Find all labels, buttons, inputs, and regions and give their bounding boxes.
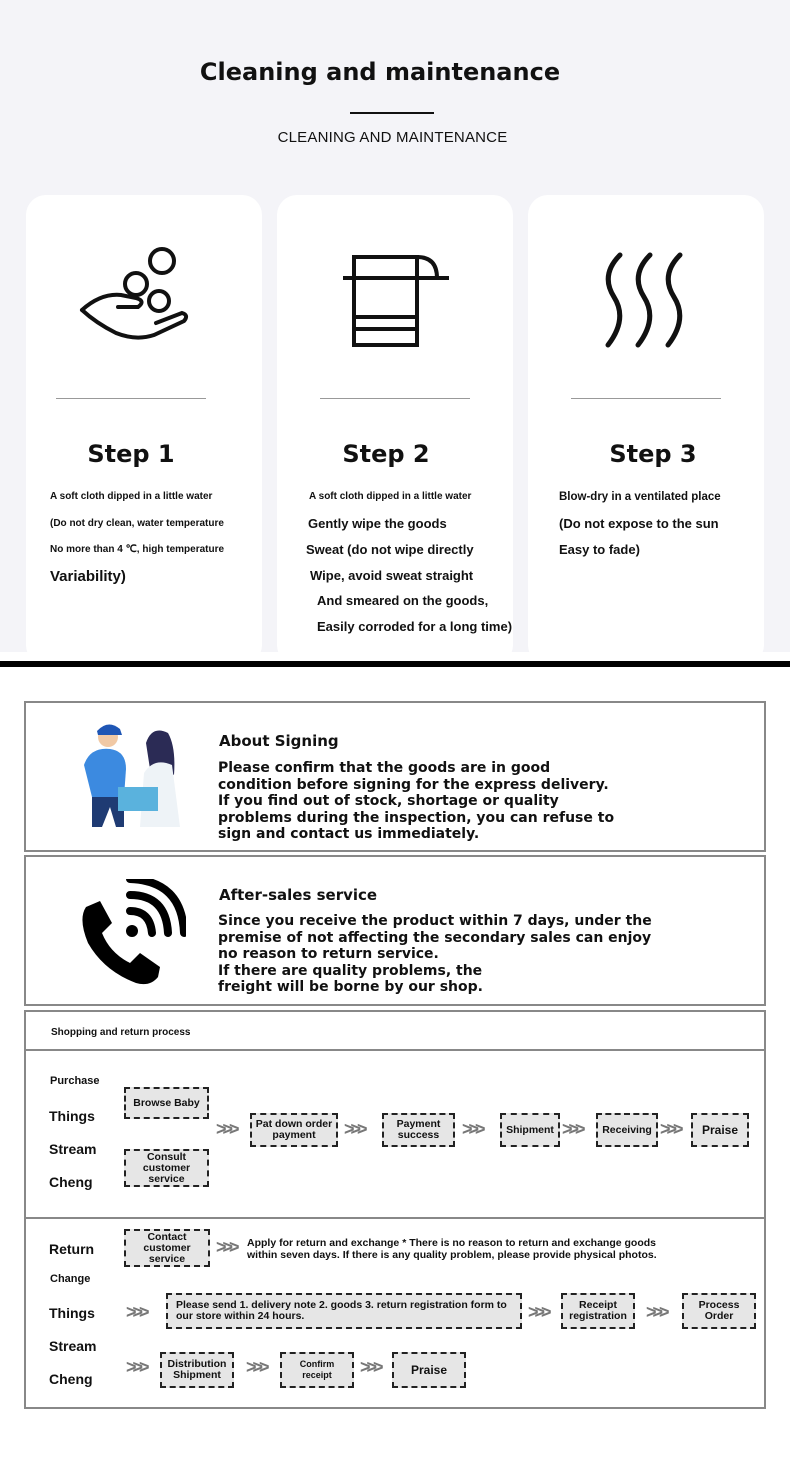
process-divider <box>26 1217 764 1219</box>
aftersales-line: no reason to return service. <box>218 946 439 962</box>
step-text: Variability) <box>50 568 126 585</box>
apply-note-line: Apply for return and exchange * There is no reason to return and exchange goods <box>247 1237 656 1249</box>
step-label: Step 2 <box>342 440 430 468</box>
step-text: A soft cloth dipped in a little water <box>50 491 213 502</box>
section-divider <box>0 661 790 667</box>
step-text: (Do not dry clean, water temperature <box>50 518 224 529</box>
purchase-word: Stream <box>49 1141 97 1157</box>
arrow-icon: >>> <box>126 1302 146 1322</box>
return-word: Change <box>50 1273 91 1285</box>
phone-call-icon <box>74 879 186 987</box>
flow-chip: Payment success <box>382 1113 455 1147</box>
return-word: Stream <box>49 1338 97 1354</box>
arrow-icon: >>> <box>462 1119 482 1139</box>
courier-delivery-icon <box>70 717 190 829</box>
process-order-chip: Process Order <box>682 1293 756 1329</box>
process-title: Shopping and return process <box>51 1027 191 1038</box>
card-divider <box>56 398 206 399</box>
signing-line: Please confirm that the goods are in good <box>218 760 551 776</box>
card-divider <box>320 398 470 399</box>
flow-chip: Pat down order payment <box>250 1113 338 1147</box>
process-divider <box>26 1049 764 1051</box>
signing-title: About Signing <box>219 732 339 750</box>
signing-box <box>24 701 766 852</box>
heat-waves-icon <box>528 235 764 365</box>
aftersales-line: freight will be borne by our shop. <box>218 979 483 995</box>
return-word: Cheng <box>49 1371 93 1387</box>
aftersales-line: Since you receive the product within 7 days, under the <box>218 913 652 929</box>
arrow-icon: >>> <box>562 1119 582 1139</box>
cleaning-section <box>0 0 790 652</box>
arrow-icon: >>> <box>360 1357 380 1377</box>
card-divider <box>571 398 721 399</box>
signing-line: problems during the inspection, you can refuse to <box>218 809 615 826</box>
step-card-1 <box>26 195 262 665</box>
arrow-icon: >>> <box>528 1302 548 1322</box>
flow-chip: Shipment <box>500 1113 560 1147</box>
step-text: Easily corroded for a long time) <box>317 619 513 634</box>
arrow-icon: >>> <box>216 1119 236 1139</box>
signing-line: sign and contact us immediately. <box>218 826 480 842</box>
process-box <box>24 1010 766 1409</box>
apply-note-line: within seven days. If there is any quality problem, please provide physical photos. <box>247 1249 657 1261</box>
step-text: And smeared on the goods, <box>317 593 489 608</box>
step-card-3 <box>528 195 764 665</box>
praise-chip: Praise <box>392 1352 466 1388</box>
arrow-icon: >>> <box>660 1119 680 1139</box>
page-title: Cleaning and maintenance <box>199 58 561 86</box>
step-label: Step 1 <box>87 440 175 468</box>
step-text: Gently wipe the goods <box>308 516 447 531</box>
confirm-chip: Confirm receipt <box>280 1352 354 1388</box>
consult-chip: Consult customer service <box>124 1149 209 1187</box>
step-text: A soft cloth dipped in a little water <box>309 491 472 502</box>
flow-chip: Praise <box>691 1113 749 1147</box>
apply-note <box>247 1237 657 1261</box>
arrow-icon: >>> <box>126 1357 146 1377</box>
contact-chip: Contact customer service <box>124 1229 210 1267</box>
purchase-word: Things <box>49 1108 95 1124</box>
arrow-icon: >>> <box>246 1357 266 1377</box>
signing-line: condition before signing for the express delivery. <box>218 776 609 793</box>
hand-coins-icon <box>26 235 262 365</box>
title-underline <box>350 112 434 114</box>
aftersales-line: premise of not affecting the secondary sales can enjoy <box>218 929 652 946</box>
flow-chip: Receiving <box>596 1113 658 1147</box>
return-word: Things <box>49 1305 95 1321</box>
arrow-icon: >>> <box>344 1119 364 1139</box>
step-card-2 <box>277 195 513 665</box>
aftersales-body <box>218 913 652 996</box>
aftersales-line: If there are quality problems, the <box>218 962 483 979</box>
aftersales-title: After-sales service <box>219 886 378 904</box>
return-word: Return <box>49 1241 95 1257</box>
step-text: No more than 4 ℃, high temperature <box>50 544 225 555</box>
purchase-word: Purchase <box>50 1075 100 1087</box>
browse-chip: Browse Baby <box>124 1087 209 1119</box>
signing-body <box>218 760 614 843</box>
step-text: Blow-dry in a ventilated place <box>559 491 721 503</box>
step-label: Step 3 <box>609 440 697 468</box>
step-text: Sweat (do not wipe directly <box>306 542 474 557</box>
distribution-chip: Distribution Shipment <box>160 1352 234 1388</box>
page-subtitle: CLEANING AND MAINTENANCE <box>277 129 508 146</box>
arrow-icon: >>> <box>646 1302 666 1322</box>
step-text: Wipe, avoid sweat straight <box>310 568 474 583</box>
step-text: (Do not expose to the sun <box>559 516 719 531</box>
purchase-word: Cheng <box>49 1174 93 1190</box>
arrow-icon: >>> <box>216 1237 236 1257</box>
step-text: Easy to fade) <box>559 542 640 557</box>
aftersales-box <box>24 855 766 1006</box>
towel-icon <box>277 235 513 365</box>
send-chip: Please send 1. delivery note 2. goods 3. return registration form to our store within 24 hours. <box>166 1293 522 1329</box>
receipt-chip: Receipt registration <box>561 1293 635 1329</box>
signing-line: If you find out of stock, shortage or quality <box>218 793 559 809</box>
